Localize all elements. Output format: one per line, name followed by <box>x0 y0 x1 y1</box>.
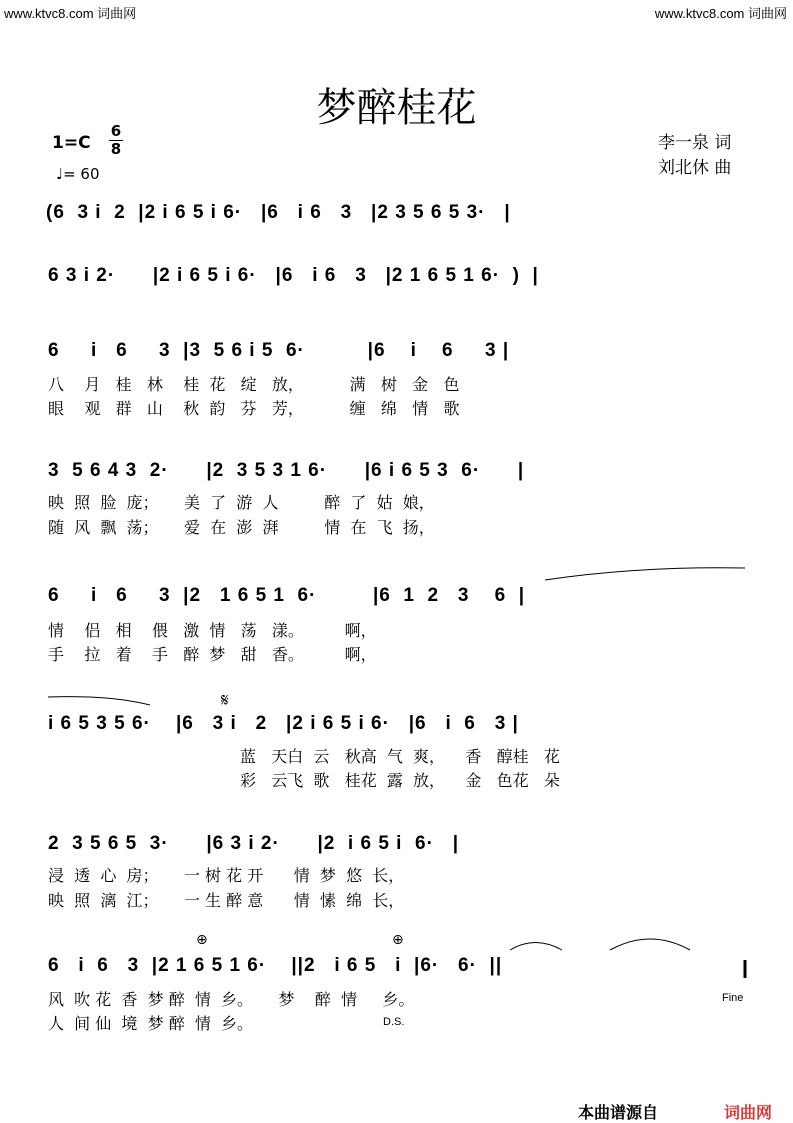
coda-icon-2: ⊕ <box>392 932 404 948</box>
composer: 刘北休 曲 <box>658 158 732 178</box>
lyric-row-6b: 彩 云飞 歌 桂花 露 放， 金 色花 朵 <box>240 771 560 790</box>
lyricist: 李一泉 词 <box>658 133 732 153</box>
score-row-1: (6 3 i 2 |2 i 6 5 i 6· |6 i 6 3 |2 3 5 6 5 3· | <box>46 202 511 223</box>
watermark-left: www.ktvc8.com 词曲网 <box>4 6 137 21</box>
score-row-5: 6 i 6 3 |2 1 6 5 1 6· |6 1 2 3 6 | <box>48 585 526 606</box>
lyric-row-8b: 人 间 仙 境 梦 醉 情 乡。 <box>48 1014 254 1033</box>
page-title: 梦醉桂花 <box>316 85 477 131</box>
score-row-7: 2 3 5 6 5 3· |6 3 i 2· |2 i 6 5 i 6· | <box>48 833 460 854</box>
segno-icon: 𝄋 <box>221 690 229 711</box>
score-row-6: i 6 5 3 5 6· |6 3 i 2 |2 i 6 5 i 6· |6 i 6 3 | <box>48 713 519 734</box>
score-row-3: 6 i 6 3 |3 5 6 i 5 6· |6 i 6 3 | <box>48 340 510 361</box>
lyric-row-3a: 八 月 桂 林 桂 花 绽 放， 满 树 金 色 <box>48 375 460 394</box>
lyric-row-4a: 映 照 脸 庞； 美 了 游 人 醉 了 姑 娘， <box>48 493 435 512</box>
time-bottom: 8 <box>110 140 122 158</box>
lyric-row-8a: 风 吹 花 香 梦 醉 情 乡。 梦 醉 情 乡。 <box>48 990 415 1009</box>
quarter-note-icon: ♩ <box>56 165 64 183</box>
lyric-row-7a: 浸 透 心 房； 一 树 花 开 情 梦 悠 长， <box>48 866 405 885</box>
slur-long-2 <box>48 697 150 705</box>
slur-long-1 <box>545 568 745 580</box>
footer-source: 本曲谱源自 <box>578 1103 659 1122</box>
lyric-row-6a: 蓝 天白 云 秋高 气 爽， 香 醇桂 花 <box>240 747 560 766</box>
coda-icon-1: ⊕ <box>196 932 208 948</box>
time-top: 6 <box>110 122 122 140</box>
watermark-right: www.ktvc8.com 词曲网 <box>654 6 787 21</box>
lyric-row-5a: 情 侣 相 偎 激 情 荡 漾。 啊， <box>48 621 377 640</box>
score-row-2: 6 3 i 2· |2 i 6 5 i 6· |6 i 6 3 |2 1 6 5 1 6· ) | <box>48 265 539 286</box>
lyric-row-5b: 手 拉 着 手 醉 梦 甜 香。 啊， <box>48 645 377 664</box>
slur-long-4 <box>510 943 562 951</box>
key-signature: 1=C <box>52 133 91 153</box>
footer-site[interactable]: 词曲网 <box>724 1103 773 1122</box>
ds-mark: D.S. <box>383 1016 405 1028</box>
lyric-row-7b: 映 照 漓 江； 一 生 醉 意 情 愫 绵 长， <box>48 891 405 910</box>
tempo-value: = 60 <box>63 165 100 183</box>
fine-mark: Fine <box>722 992 744 1004</box>
lyric-row-3b: 眼 观 群 山 秋 韵 芬 芳， 缠 绵 情 歌 <box>48 399 460 418</box>
slur-long-3 <box>610 939 690 950</box>
lyric-row-4b: 随 风 飘 荡； 爱 在 澎 湃 情 在 飞 扬， <box>48 518 435 537</box>
score-row-8: 6 i 6 3 |2 1 6 5 1 6· ||2 i 6 5 i |6· 6· || <box>48 955 503 976</box>
score-row-4: 3 5 6 4 3 2· |2 3 5 3 1 6· |6 i 6 5 3 6· | <box>48 460 525 481</box>
